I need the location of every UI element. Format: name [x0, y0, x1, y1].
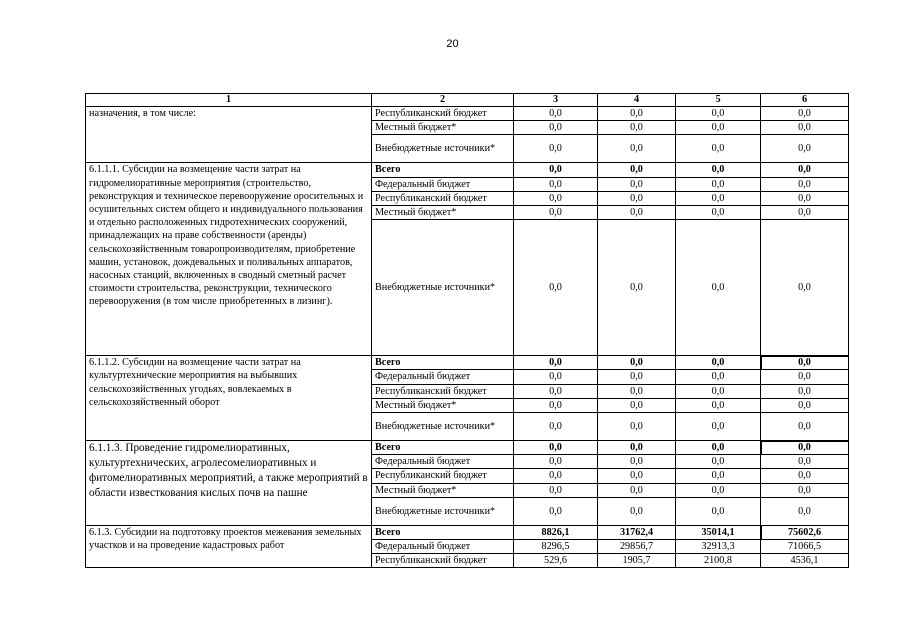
value-cell: 0,0 — [676, 370, 761, 384]
funding-source: Республиканский бюджет — [372, 554, 514, 568]
value-cell: 0,0 — [761, 191, 849, 205]
value-cell: 29856,7 — [598, 540, 676, 554]
funding-source: Республиканский бюджет — [372, 107, 514, 121]
value-cell: 2100,8 — [676, 554, 761, 568]
funding-source: Внебюджетные источники* — [372, 413, 514, 441]
funding-source: Местный бюджет* — [372, 121, 514, 135]
value-cell: 0,0 — [514, 177, 598, 191]
value-cell: 0,0 — [514, 191, 598, 205]
value-cell: 0,0 — [676, 483, 761, 497]
value-cell: 0,0 — [598, 206, 676, 220]
value-cell: 0,0 — [514, 497, 598, 525]
funding-source: Федеральный бюджет — [372, 540, 514, 554]
value-cell: 0,0 — [676, 163, 761, 177]
column-header: 2 — [372, 94, 514, 107]
value-cell: 0,0 — [761, 163, 849, 177]
table-row — [86, 525, 849, 539]
value-cell: 0,0 — [761, 497, 849, 525]
value-cell: 0,0 — [514, 384, 598, 398]
value-cell: 0,0 — [676, 469, 761, 483]
measure-description: назначения, в том числе: — [86, 107, 372, 163]
value-cell: 0,0 — [761, 107, 849, 121]
value-cell: 0,0 — [514, 469, 598, 483]
value-cell: 8826,1 — [514, 525, 598, 539]
value-cell: 0,0 — [598, 370, 676, 384]
value-cell: 0,0 — [676, 206, 761, 220]
funding-source: Федеральный бюджет — [372, 455, 514, 469]
column-header: 5 — [676, 94, 761, 107]
table-row — [86, 441, 849, 455]
value-cell: 75602,6 — [761, 525, 849, 539]
value-cell: 0,0 — [761, 398, 849, 412]
value-cell: 8296,5 — [514, 540, 598, 554]
value-cell: 0,0 — [598, 356, 676, 370]
funding-source: Всего — [372, 163, 514, 177]
value-cell: 0,0 — [514, 455, 598, 469]
value-cell: 0,0 — [598, 483, 676, 497]
table-row — [86, 107, 849, 121]
value-cell: 0,0 — [598, 497, 676, 525]
value-cell: 0,0 — [598, 177, 676, 191]
value-cell: 0,0 — [598, 455, 676, 469]
value-cell: 0,0 — [598, 135, 676, 163]
value-cell: 0,0 — [676, 107, 761, 121]
value-cell: 0,0 — [514, 107, 598, 121]
value-cell: 0,0 — [761, 384, 849, 398]
value-cell: 0,0 — [676, 497, 761, 525]
funding-source: Внебюджетные источники* — [372, 220, 514, 356]
value-cell: 0,0 — [514, 370, 598, 384]
value-cell: 0,0 — [676, 177, 761, 191]
table-row — [86, 163, 849, 177]
table-row — [86, 356, 849, 370]
value-cell: 31762,4 — [598, 525, 676, 539]
funding-source: Республиканский бюджет — [372, 191, 514, 205]
value-cell: 0,0 — [676, 398, 761, 412]
value-cell: 0,0 — [761, 469, 849, 483]
value-cell: 0,0 — [598, 469, 676, 483]
value-cell: 0,0 — [676, 121, 761, 135]
funding-source: Всего — [372, 441, 514, 455]
value-cell: 0,0 — [598, 413, 676, 441]
value-cell: 0,0 — [676, 441, 761, 455]
value-cell: 0,0 — [598, 191, 676, 205]
value-cell: 0,0 — [514, 135, 598, 163]
value-cell: 0,0 — [676, 384, 761, 398]
table-header-row — [86, 94, 849, 107]
funding-source: Всего — [372, 356, 514, 370]
value-cell: 0,0 — [514, 121, 598, 135]
value-cell: 0,0 — [761, 177, 849, 191]
funding-source: Республиканский бюджет — [372, 384, 514, 398]
value-cell: 71066,5 — [761, 540, 849, 554]
value-cell: 0,0 — [761, 356, 849, 370]
value-cell: 0,0 — [761, 370, 849, 384]
value-cell: 0,0 — [514, 206, 598, 220]
value-cell: 0,0 — [761, 135, 849, 163]
column-header: 3 — [514, 94, 598, 107]
funding-source: Внебюджетные источники* — [372, 497, 514, 525]
funding-source: Республиканский бюджет — [372, 469, 514, 483]
value-cell: 0,0 — [761, 220, 849, 356]
value-cell: 0,0 — [514, 398, 598, 412]
value-cell: 1905,7 — [598, 554, 676, 568]
budget-table-body — [86, 94, 849, 568]
value-cell: 0,0 — [761, 121, 849, 135]
column-header: 1 — [86, 94, 372, 107]
budget-table — [85, 93, 849, 568]
measure-description: 6.1.1.1. Субсидии на возмещение части затрат на гидромелиоративные мероприятия (строительство, реконструкция и техническое перевооружение оросительных и осушительных систем общего и индивидуального пользования и отдельно расположенных гидротехнических сооружений, принадлежащих на праве собственности (аренды) сельскохозяйственным товаропроизводителям, приобретение машин, установок, дождевальных и поливальных аппаратов, насосных станций, включенных в сводный сметный расчет стоимости строительства, реконструкции, технического перевооружения (в том числе приобретенных в лизинг). — [86, 163, 372, 356]
funding-source: Местный бюджет* — [372, 483, 514, 497]
value-cell: 0,0 — [514, 356, 598, 370]
value-cell: 0,0 — [598, 220, 676, 356]
value-cell: 0,0 — [676, 220, 761, 356]
value-cell: 32913,3 — [676, 540, 761, 554]
value-cell: 0,0 — [761, 206, 849, 220]
value-cell: 35014,1 — [676, 525, 761, 539]
value-cell: 0,0 — [598, 441, 676, 455]
value-cell: 529,6 — [514, 554, 598, 568]
value-cell: 0,0 — [761, 455, 849, 469]
column-header: 4 — [598, 94, 676, 107]
value-cell: 0,0 — [676, 356, 761, 370]
funding-source: Внебюджетные источники* — [372, 135, 514, 163]
funding-source: Федеральный бюджет — [372, 370, 514, 384]
page-number: 20 — [446, 38, 459, 50]
measure-description: 6.1.3. Субсидии на подготовку проектов межевания земельных участков и на проведение кадастровых работ — [86, 525, 372, 568]
value-cell: 0,0 — [514, 441, 598, 455]
measure-description: 6.1.1.3. Проведение гидромелиоративных, культуртехнических, агролесомелиоративных и фитомелиоративных мероприятий, а также мероприятий в области известкования кислых почв на пашне — [86, 441, 372, 526]
value-cell: 0,0 — [514, 413, 598, 441]
funding-source: Местный бюджет* — [372, 398, 514, 412]
value-cell: 0,0 — [676, 191, 761, 205]
value-cell: 0,0 — [676, 455, 761, 469]
funding-source: Местный бюджет* — [372, 206, 514, 220]
value-cell: 0,0 — [761, 441, 849, 455]
funding-source: Федеральный бюджет — [372, 177, 514, 191]
value-cell: 0,0 — [514, 483, 598, 497]
column-header: 6 — [761, 94, 849, 107]
value-cell: 0,0 — [514, 220, 598, 356]
value-cell: 0,0 — [514, 163, 598, 177]
measure-description: 6.1.1.2. Субсидии на возмещение части затрат на культуртехнические мероприятия на выбывших сельскохозяйственных угодьях, вовлекаемых в сельскохозяйственный оборот — [86, 356, 372, 441]
value-cell: 0,0 — [598, 121, 676, 135]
value-cell: 0,0 — [761, 483, 849, 497]
value-cell: 4536,1 — [761, 554, 849, 568]
value-cell: 0,0 — [598, 163, 676, 177]
value-cell: 0,0 — [676, 135, 761, 163]
value-cell: 0,0 — [761, 413, 849, 441]
funding-source: Всего — [372, 525, 514, 539]
value-cell: 0,0 — [676, 413, 761, 441]
value-cell: 0,0 — [598, 384, 676, 398]
value-cell: 0,0 — [598, 107, 676, 121]
value-cell: 0,0 — [598, 398, 676, 412]
